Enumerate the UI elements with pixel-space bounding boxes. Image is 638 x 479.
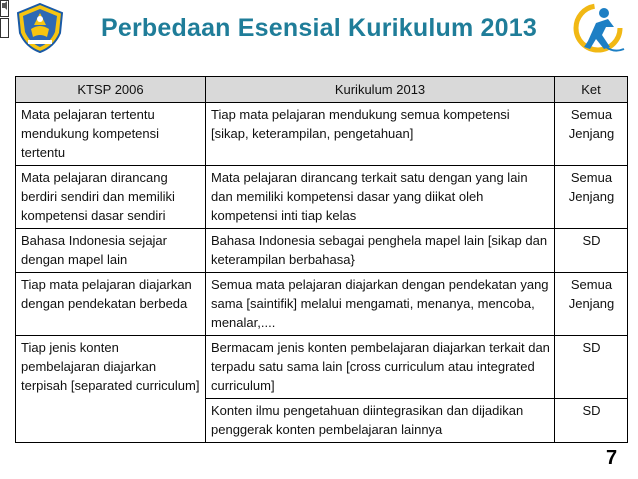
cell-ktsp: Mata pelajaran tertentu mendukung kompetensi tertentu [16,103,206,166]
page-number: 7 [606,447,618,469]
table-row [16,103,628,166]
table-row [16,273,628,336]
cell-k13: Bermacam jenis konten pembelajaran diajarkan terkait dan terpadu satu sama lain [cross curriculum atau integrated curriculum] [206,336,555,399]
kurikulum-2013-figure-logo-icon [568,3,626,57]
cell-k13: Semua mata pelajaran diajarkan dengan pendekatan yang sama [saintifik] melalui mengamati, menanya, mencoba, menalar,.... [206,273,555,336]
table-row [16,336,628,399]
cell-ket: Semua Jenjang [555,103,628,166]
cell-ktsp: Mata pelajaran dirancang berdiri sendiri dan memiliki kompetensi dasar sendiri [16,166,206,229]
header-ket: Ket [555,77,628,103]
cell-ktsp: Tiap mata pelajaran diajarkan dengan pendekatan berbeda [16,273,206,336]
tut-wuri-handayani-emblem-icon [14,3,66,53]
cell-ket: Semua Jenjang [555,166,628,229]
cell-ket: Semua Jenjang [555,273,628,336]
cell-k13: Mata pelajaran dirancang terkait satu dengan yang lain dan memiliki kompetensi dasar yang diikat oleh kompetensi inti tiap kelas [206,166,555,229]
cell-ket: SD [555,399,628,443]
page-title: Perbedaan Esensial Kurikulum 2013 [101,14,537,42]
header-kurikulum-2013: Kurikulum 2013 [206,77,555,103]
cell-ket: SD [555,336,628,399]
table-row [16,229,628,273]
cell-k13: Tiap mata pelajaran mendukung semua kompetensi [sikap, keterampilan, pengetahuan] [206,103,555,166]
header-ktsp-2006: KTSP 2006 [16,77,206,103]
comparison-table [15,76,628,443]
audio-speaker-icon[interactable] [0,0,9,38]
table-row [16,166,628,229]
cell-k13: Konten ilmu pengetahuan diintegrasikan dan dijadikan penggerak konten pembelajaran lainnya [206,399,555,443]
cell-ktsp: Tiap jenis konten pembelajaran diajarkan terpisah [separated curriculum] [16,336,206,443]
cell-k13: Bahasa Indonesia sebagai penghela mapel lain [sikap dan keterampilan berbahasa} [206,229,555,273]
cell-ktsp: Bahasa Indonesia sejajar dengan mapel lain [16,229,206,273]
cell-ket: SD [555,229,628,273]
table-header-row [16,77,628,103]
